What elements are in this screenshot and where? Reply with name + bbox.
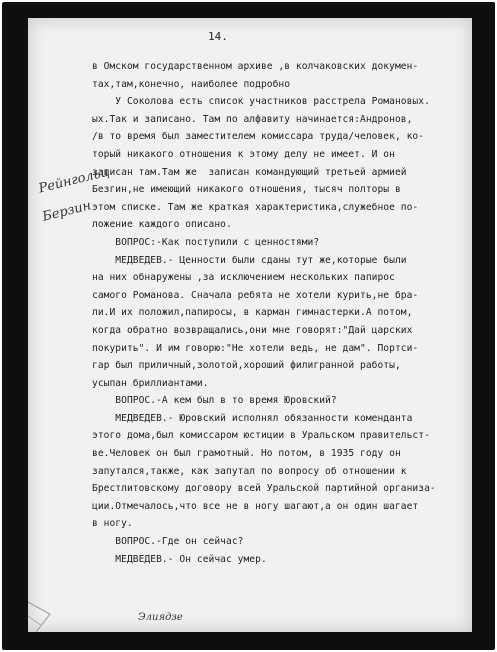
handwritten-note-2: Берзин — [40, 198, 93, 225]
text-line: ых.Так и записано. Там по алфавиту начинается:Андронов, — [92, 113, 413, 125]
text-line: ВОПРОС.-Где он сейчас? — [92, 536, 244, 548]
text-line: этом списке. Там же краткая характеристика,служебное по- — [92, 201, 419, 213]
typed-text-block — [92, 58, 464, 568]
text-line: МЕДВЕДЕВ.- Юровский исполнял обязанности комендантa — [92, 412, 413, 424]
text-line: самого Романова. Сначала ребята не хотели курить,не бра- — [92, 289, 419, 301]
text-line: /в то время был заместителем комиссара труда/человек, ко- — [92, 131, 425, 143]
text-line: в ногу. — [92, 518, 133, 530]
text-line: записан там.Там же записан командующий третьей армией — [92, 166, 407, 178]
handwritten-note-3: Элиядзе — [138, 612, 183, 623]
text-line: У Соколова есть список участников расстрела Романовых. — [92, 96, 430, 108]
text-line: покурить". И им говорю:"Не хотели ведь, не дам". Портси- — [92, 342, 419, 354]
text-line: этого дома,был комиссаром юстиции в Уральском правительст- — [92, 430, 430, 442]
text-line: ции.Отмечалось,что все не в ногу шагают,а он один шагает — [92, 500, 419, 512]
text-line: МЕДВЕДЕВ.- Он сейчас умер. — [92, 553, 267, 565]
text-line: ВОПРОС.-А кем был в то время Юровский? — [92, 395, 337, 407]
page-number: 14. — [208, 30, 228, 43]
folded-corner-graphic — [28, 582, 98, 632]
text-line: МЕДВЕДЕВ.- Ценности были сданы тут же,которые были — [92, 254, 407, 266]
text-line: ве.Человек он был грамотный. Но потом, в 1935 году он — [92, 448, 401, 460]
text-line: на них обнаружены ,за исключением нескольких папирос — [92, 272, 395, 284]
text-line: в Омском государственном архиве ,в колчаковских докумен- — [92, 61, 419, 72]
text-line: гар был приличный,золотой,хороший филигранной работы, — [92, 360, 401, 372]
typewritten-page — [28, 18, 472, 632]
text-line: торый никакого отношения к этому делу не имеет. И он — [92, 148, 395, 160]
text-line: Брестлитовскому договору всей Уральской партийной организа- — [92, 483, 436, 495]
text-line: тах,там,конечно, наиболее подробно — [92, 78, 291, 90]
text-line: Безгин,не имеющий никакого отношения, тысяч полторы в — [92, 184, 401, 196]
handwritten-note-1: Рейнгольц — [37, 164, 111, 197]
text-line: ложение каждого описано. — [92, 219, 232, 231]
text-line: ли.И их положил,папиросы, в карман гимнастерки.А потом, — [92, 307, 413, 319]
text-line: усыпан бриллиантами. — [92, 377, 209, 389]
text-line: запутался,также, как запутал по вопросу об отношении к — [92, 465, 407, 477]
text-line: когда обратно возвращались,они мне говорят:"Дай царских — [92, 324, 413, 336]
document-frame — [2, 2, 495, 650]
text-line: ВОПРОС:-Как поступили с ценностями? — [92, 236, 320, 248]
